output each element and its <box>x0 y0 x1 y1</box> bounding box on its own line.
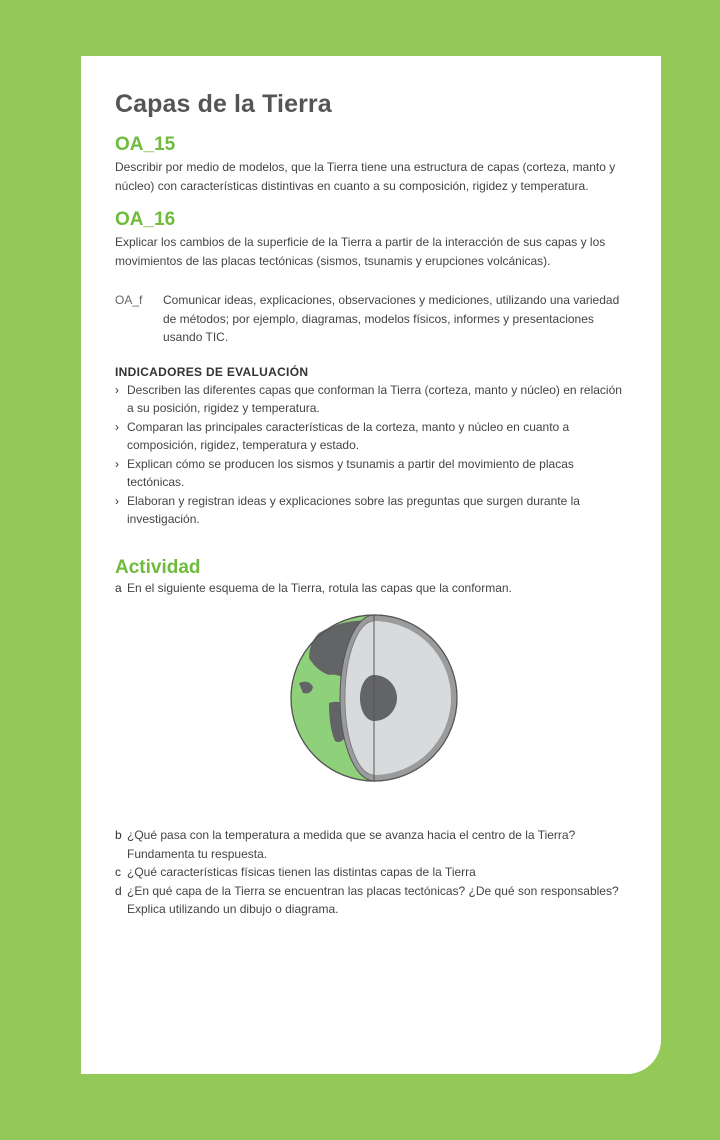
bullet-arrow-icon: › <box>115 419 119 434</box>
oaf-objective <box>115 291 629 347</box>
oa16-heading: OA_16 <box>115 209 176 230</box>
indicators-list <box>115 381 629 529</box>
question-letter: a <box>115 580 122 595</box>
bullet-arrow-icon: › <box>115 456 119 471</box>
question-c <box>115 863 629 882</box>
oaf-description: Comunicar ideas, explicaciones, observaciones y mediciones, utilizando una variedad de métodos; por ejemplo, diagramas, modelos físicos, informes y presentaciones usando TIC. <box>163 293 620 344</box>
question-b <box>115 826 629 863</box>
question-d <box>115 882 629 919</box>
indicator-item: › Comparan las principales características de la corteza, manto y núcleo en cuanto a composición, rigidez, temperatura y estado. <box>115 419 570 452</box>
question-letter: c <box>115 865 121 879</box>
bullet-arrow-icon: › <box>115 493 119 508</box>
activity-heading: Actividad <box>115 556 201 578</box>
question-list <box>115 826 629 919</box>
bullet-arrow-icon: › <box>115 382 119 397</box>
indicator-item: › Describen las diferentes capas que conforman la Tierra (corteza, manto y núcleo) en relación a su posición, rigidez y temperatura. <box>115 382 622 415</box>
question-text: En el siguiente esquema de la Tierra, rotula las capas que la conforman. <box>127 580 512 595</box>
question-letter: b <box>115 828 122 842</box>
page-title: Capas de la Tierra <box>115 90 332 118</box>
question-text: ¿Qué características físicas tienen las distintas capas de la Tierra <box>127 865 476 879</box>
question-text: ¿Qué pasa con la temperatura a medida que se avanza hacia el centro de la Tierra? Fundamenta tu respuesta. <box>127 828 576 861</box>
worksheet-page <box>81 56 661 1074</box>
oaf-code: OA_f <box>115 293 143 307</box>
question-text: ¿En qué capa de la Tierra se encuentran las placas tectónicas? ¿De qué son responsables? Explica utilizando un dibujo o diagrama. <box>127 883 619 916</box>
question-a <box>115 579 629 598</box>
oa15-heading: OA_15 <box>115 134 176 155</box>
indicator-item: › Explican cómo se producen los sismos y tsunamis a partir del movimiento de placas tectónicas. <box>115 456 574 489</box>
worksheet-content <box>115 90 629 597</box>
oa15-description: Describir por medio de modelos, que la Tierra tiene una estructura de capas (corteza, manto y núcleo) con características distintivas en cuanto a su composición, rigidez y temperatura. <box>115 160 616 193</box>
indicator-item: › Elaboran y registran ideas y explicaciones sobre las preguntas que surgen durante la investigación. <box>115 493 580 526</box>
indicators-heading: INDICADORES DE EVALUACIÓN <box>115 364 309 379</box>
earth-layers-diagram <box>289 613 459 783</box>
oa16-description: Explicar los cambios de la superficie de la Tierra a partir de la interacción de sus capas y los movimientos de las placas tectónicas (sismos, tsunamis y erupciones volcánicas). <box>115 235 606 268</box>
question-letter: d <box>115 883 122 898</box>
